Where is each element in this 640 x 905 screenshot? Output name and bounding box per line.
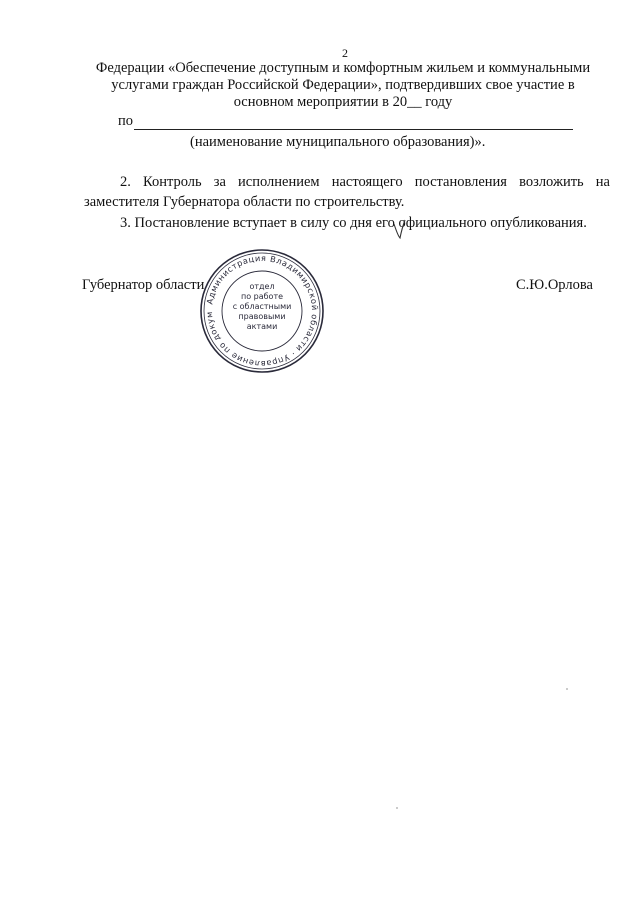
stamp-center-line: правовыми xyxy=(238,312,286,321)
scan-speck xyxy=(566,688,568,690)
municipality-line xyxy=(118,113,573,130)
signature-title: Губернатор области xyxy=(82,277,205,293)
blank-underline xyxy=(134,116,573,130)
scan-speck xyxy=(396,807,398,809)
stamp-center-text xyxy=(230,282,294,332)
stamp-center-line: по работе xyxy=(240,292,284,301)
po-prefix: по xyxy=(118,113,134,129)
heading-continuation xyxy=(78,60,608,111)
stamp-center-line: отдел xyxy=(249,282,275,291)
heading-line-1: Федерации «Обеспечение доступным и комфортным жильем и коммунальными xyxy=(95,60,591,76)
heading-line-3: основном мероприятии в 20__ году xyxy=(233,94,453,110)
svg-text:Администрация Владимирской обл: Администрация Владимирской области · Управление по докум xyxy=(203,252,321,370)
paragraph-3: 3. Постановление вступает в силу со дня его официального опубликования. xyxy=(120,215,587,231)
stamp-center-line: с областными xyxy=(232,302,292,311)
heading-line-2: услугами граждан Российской Федерации», подтвердивших свое участие в xyxy=(111,77,575,93)
official-stamp xyxy=(198,247,326,375)
stamp-center-line: актами xyxy=(246,322,278,331)
handwritten-tick-icon xyxy=(392,218,406,240)
municipality-caption: (наименование муниципального образования)». xyxy=(190,134,486,150)
paragraph-2: 2. Контроль за исполнением настоящего постановления возложить на заместителя Губернатора области по строительству. xyxy=(84,174,610,210)
signature-name: С.Ю.Орлова xyxy=(516,277,593,293)
page-number: 2 xyxy=(342,46,348,60)
